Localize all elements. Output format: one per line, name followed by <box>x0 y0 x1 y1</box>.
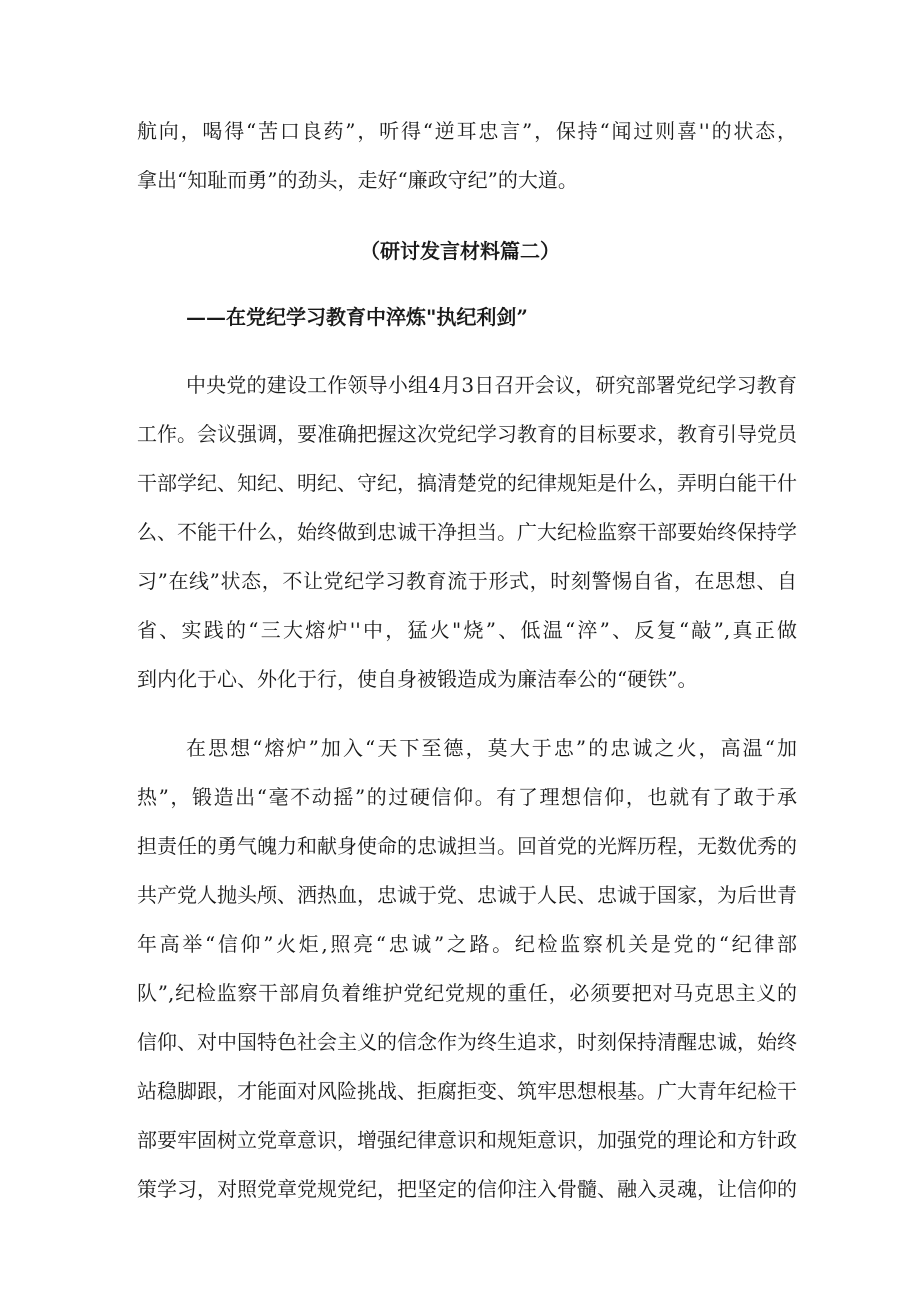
paragraph1-line-5: 习”在线”状态，不让党纪学习教育流于形式，时刻警惕自省，在思想、自 <box>137 569 797 593</box>
intro-line-2: 拿出“知耻而勇”的劲头，走好“廉政守纪”的大道。 <box>137 168 578 192</box>
paragraph1-line-2: 工作。会议强调，要准确把握这次党纪学习教育的目标要求，教育引导党员 <box>137 422 797 446</box>
paragraph1-line-4: 么、不能干什么，始终做到忠诚干净担当。广大纪检监察干部要始终保持学 <box>137 520 797 544</box>
subtitle: ——在党纪学习教育中淬炼"执纪利剑” <box>186 305 528 329</box>
paragraph2-line-1: 在思想“熔炉”加入“天下至德，莫大于忠”的忠诚之火，高温“加 <box>186 736 797 760</box>
paragraph2-line-4: 共产党人抛头颅、洒热血，忠诚于党、忠诚于人民、忠诚于国家，为后世青 <box>137 883 797 907</box>
paragraph2-line-3: 担责任的勇气魄力和献身使命的忠诚担当。回首党的光辉历程，无数优秀的 <box>137 834 797 858</box>
intro-line-1: 航向，喝得“苦口良药”，听得“逆耳忠言”，保持“闻过则喜''的状态， <box>137 119 797 143</box>
paragraph1-line-6: 省、实践的“三大熔炉''中，猛火"烧”、低温“淬”、反复“敲”,真正做 <box>137 618 797 642</box>
paragraph2-line-9: 部要牢固树立党章意识，增强纪律意识和规矩意识，加强党的理论和方针政 <box>137 1128 797 1152</box>
paragraph2-line-7: 信仰、对中国特色社会主义的信念作为终生追求，时刻保持清醒忠诚，始终 <box>137 1030 797 1054</box>
paragraph2-line-8: 站稳脚跟，才能面对风险挑战、拒腐拒变、筑牢思想根基。广大青年纪检干 <box>137 1079 797 1103</box>
paragraph2-line-5: 年高举“信仰”火炬,照亮“忠诚”之路。纪检监察机关是党的“纪律部 <box>137 932 797 956</box>
paragraph1-line-1: 中央党的建设工作领导小组4月3日召开会议，研究部署党纪学习教育 <box>186 373 797 397</box>
paragraph2-line-10: 策学习，对照党章党规党纪，把坚定的信仰注入骨髓、融入灵魂，让信仰的 <box>137 1177 797 1201</box>
paragraph2-line-6: 队”,纪检监察干部肩负着维护党纪党规的重任，必须要把对马克思主义的 <box>137 981 797 1005</box>
paragraph2-line-2: 热”，锻造出“毫不动摇”的过硬信仰。有了理想信仰，也就有了敢于承 <box>137 785 797 809</box>
paragraph1-line-7: 到内化于心、外化于行，使自身被锻造成为廉洁奉公的“硬铁”。 <box>137 667 698 691</box>
section-title: （研讨发言材料篇二） <box>360 239 560 263</box>
paragraph1-line-3: 干部学纪、知纪、明纪、守纪，搞清楚党的纪律规矩是什么，弄明白能干什 <box>137 471 797 495</box>
